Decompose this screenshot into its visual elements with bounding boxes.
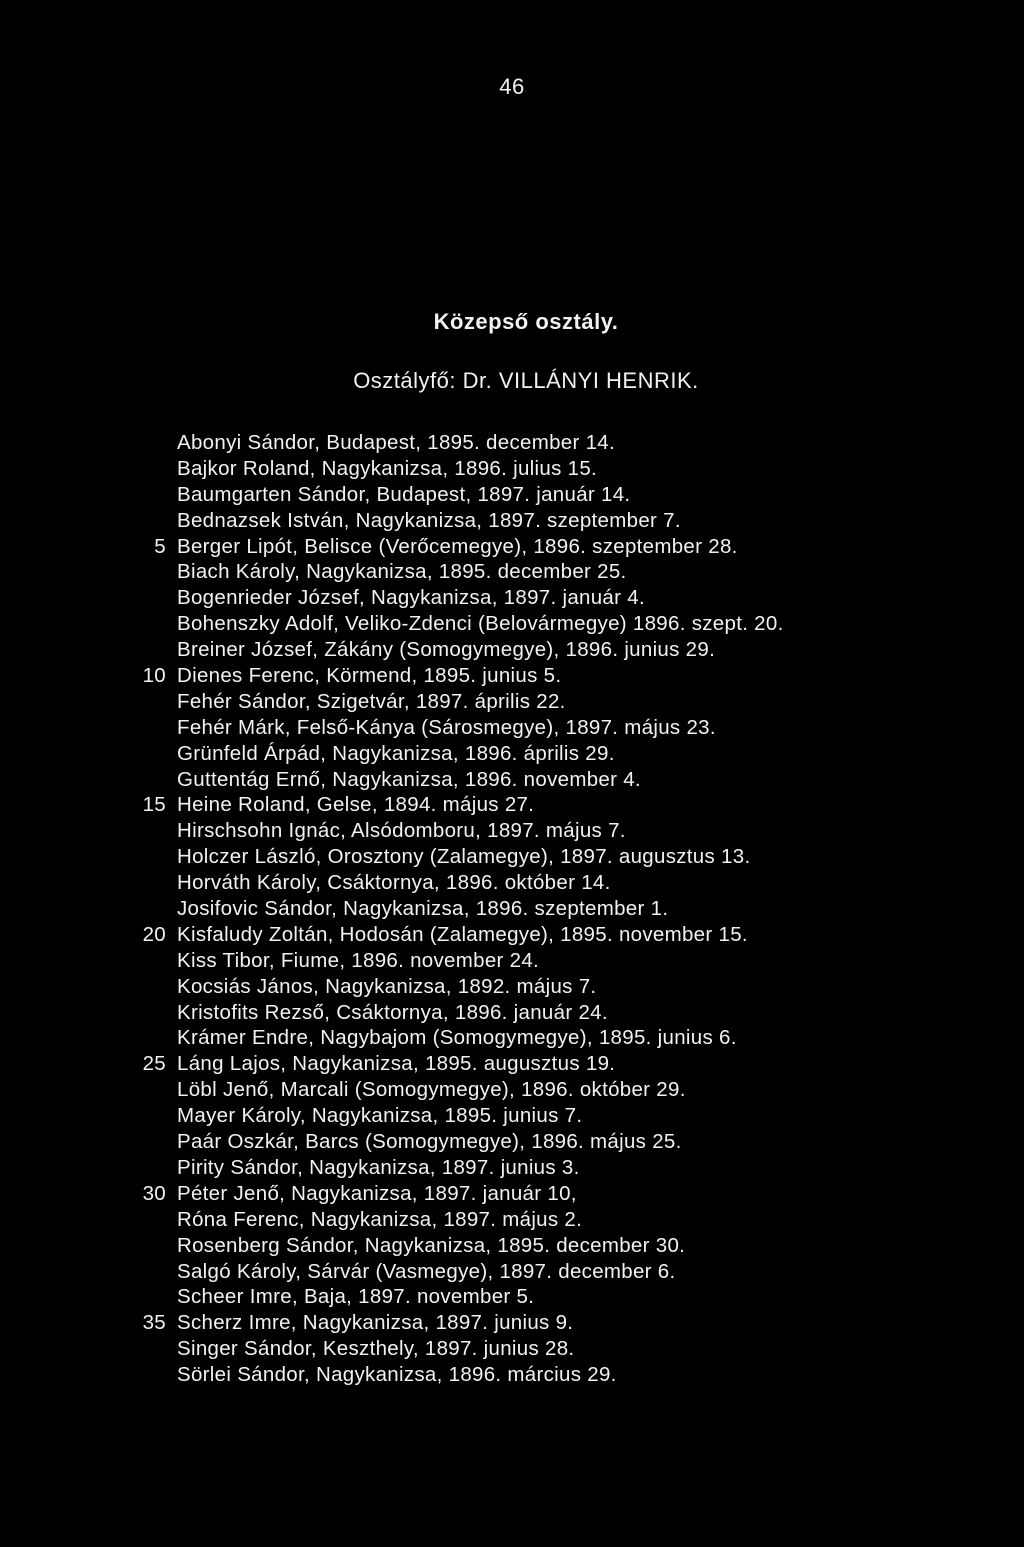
student-row [130, 1284, 990, 1310]
student-entry: Péter Jenő, Nagykanizsa, 1897. január 10, [177, 1181, 577, 1205]
student-entry: Grünfeld Árpád, Nagykanizsa, 1896. április 29. [177, 741, 615, 765]
student-entry: Láng Lajos, Nagykanizsa, 1895. augusztus 19. [177, 1052, 616, 1076]
student-entry: Bohenszky Adolf, Veliko-Zdenci (Belovármegye) 1896. szept. 20. [177, 612, 784, 636]
student-row [130, 1259, 990, 1285]
student-row [130, 534, 990, 560]
student-entry: Kristofits Rezső, Csáktornya, 1896. január 24. [177, 1000, 608, 1024]
student-entry: Baumgarten Sándor, Budapest, 1897. január 14. [177, 482, 631, 506]
head-teacher-line: Osztályfő: Dr. VILLÁNYI HENRIK. [353, 368, 699, 393]
student-entry: Fehér Sándor, Szigetvár, 1897. április 22. [177, 689, 566, 713]
student-row [130, 974, 990, 1000]
student-row [130, 870, 990, 896]
student-row [130, 1207, 990, 1233]
row-number: 15 [142, 793, 166, 817]
student-row [130, 1025, 990, 1051]
row-number: 35 [142, 1311, 166, 1335]
student-row [130, 1077, 990, 1103]
student-row [130, 663, 990, 689]
student-entry: Hirschsohn Ignác, Alsódomboru, 1897. május 7. [177, 819, 626, 843]
student-row [130, 948, 990, 974]
student-entry: Guttentág Ernő, Nagykanizsa, 1896. november 4. [177, 767, 641, 791]
student-entry: Sörlei Sándor, Nagykanizsa, 1896. március 29. [177, 1363, 617, 1387]
student-entry: Singer Sándor, Keszthely, 1897. junius 28. [177, 1337, 575, 1361]
student-row [130, 1336, 990, 1362]
student-entry: Bednazsek István, Nagykanizsa, 1897. szeptember 7. [177, 508, 681, 532]
student-entry: Kocsiás János, Nagykanizsa, 1892. május 7. [177, 974, 597, 998]
student-row [130, 689, 990, 715]
student-row [130, 611, 990, 637]
student-row [130, 1000, 990, 1026]
student-row [130, 767, 990, 793]
student-row [130, 508, 990, 534]
student-entry: Josifovic Sándor, Nagykanizsa, 1896. szeptember 1. [177, 897, 669, 921]
student-row [130, 792, 990, 818]
student-entry: Breiner József, Zákány (Somogymegye), 1896. junius 29. [177, 638, 716, 662]
student-row [130, 922, 990, 948]
student-entry: Biach Károly, Nagykanizsa, 1895. december 25. [177, 560, 627, 584]
student-entry: Róna Ferenc, Nagykanizsa, 1897. május 2. [177, 1207, 583, 1231]
row-number: 5 [154, 534, 166, 558]
section-title: Közepső osztály. [433, 309, 619, 334]
student-row [130, 896, 990, 922]
student-row [130, 1181, 990, 1207]
student-entry: Fehér Márk, Felső-Kánya (Sárosmegye), 1897. május 23. [177, 715, 716, 739]
student-entry: Heine Roland, Gelse, 1894. május 27. [177, 793, 535, 817]
student-entry: Paár Oszkár, Barcs (Somogymegye), 1896. május 25. [177, 1130, 682, 1154]
row-number: 30 [142, 1181, 166, 1205]
student-entry: Kiss Tibor, Fiume, 1896. november 24. [177, 948, 540, 972]
student-entry: Bajkor Roland, Nagykanizsa, 1896. julius 15. [177, 456, 598, 480]
student-row [130, 1310, 990, 1336]
student-list [130, 430, 990, 1388]
student-row [130, 1129, 990, 1155]
student-entry: Rosenberg Sándor, Nagykanizsa, 1895. december 30. [177, 1233, 686, 1257]
student-entry: Kisfaludy Zoltán, Hodosán (Zalamegye), 1895. november 15. [177, 922, 748, 946]
student-row [130, 430, 990, 456]
student-row [130, 741, 990, 767]
student-entry: Bogenrieder József, Nagykanizsa, 1897. január 4. [177, 586, 645, 610]
student-entry: Holczer László, Orosztony (Zalamegye), 1897. augusztus 13. [177, 845, 751, 869]
page-number: 46 [499, 74, 525, 99]
student-row [130, 456, 990, 482]
student-entry: Berger Lipót, Belisce (Verőcemegye), 1896. szeptember 28. [177, 534, 738, 558]
student-row [130, 1103, 990, 1129]
row-number: 10 [142, 664, 166, 688]
student-row [130, 844, 990, 870]
student-entry: Salgó Károly, Sárvár (Vasmegye), 1897. december 6. [177, 1259, 676, 1283]
student-entry: Dienes Ferenc, Körmend, 1895. junius 5. [177, 664, 562, 688]
student-entry: Scheer Imre, Baja, 1897. november 5. [177, 1285, 535, 1309]
student-entry: Krámer Endre, Nagybajom (Somogymegye), 1895. junius 6. [177, 1026, 737, 1050]
student-row [130, 715, 990, 741]
student-entry: Scherz Imre, Nagykanizsa, 1897. junius 9. [177, 1311, 574, 1335]
student-row [130, 482, 990, 508]
row-number: 20 [142, 922, 166, 946]
student-entry: Pirity Sándor, Nagykanizsa, 1897. junius 3. [177, 1155, 580, 1179]
student-entry: Abonyi Sándor, Budapest, 1895. december 14. [177, 431, 616, 454]
student-row [130, 585, 990, 611]
student-row [130, 1155, 990, 1181]
student-row [130, 637, 990, 663]
student-entry: Löbl Jenő, Marcali (Somogymegye), 1896. október 29. [177, 1078, 686, 1102]
student-entry: Mayer Károly, Nagykanizsa, 1895. junius 7. [177, 1104, 583, 1128]
student-entry: Horváth Károly, Csáktornya, 1896. október 14. [177, 871, 611, 895]
student-row [130, 818, 990, 844]
row-number: 25 [142, 1052, 166, 1076]
student-row [130, 559, 990, 585]
student-row [130, 1051, 990, 1077]
student-row [130, 1362, 990, 1388]
student-row [130, 1233, 990, 1259]
